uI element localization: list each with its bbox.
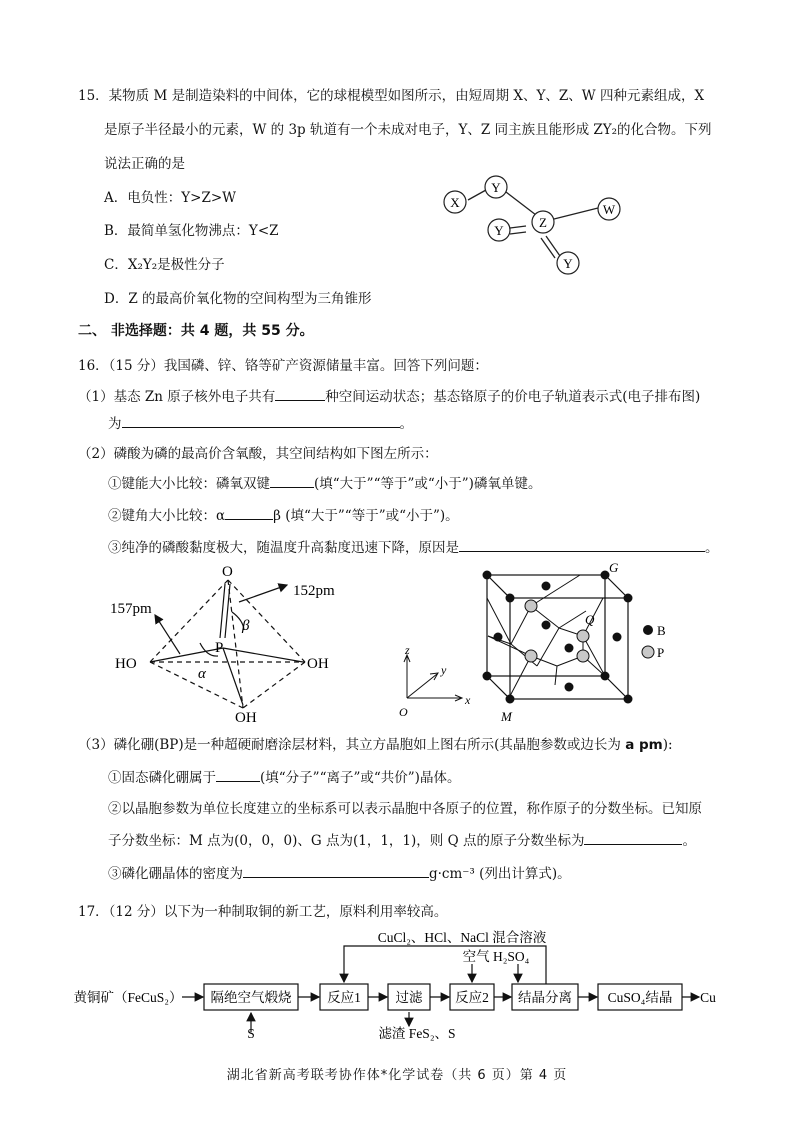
- answer-blank-6[interactable]: [216, 767, 260, 782]
- q16-head: 16．（15 分）我国磷、锌、铬等矿产资源储量丰富。回答下列问题：: [78, 358, 488, 374]
- q16-part2-3: ③纯净的磷酸黏度极大，随温度升高黏度迅速下降，原因是 。: [108, 536, 719, 556]
- q15-line3: 说法正确的是: [104, 156, 185, 172]
- q15-line1: 15．某物质 M 是制造染料的中间体，它的球棍模型如图所示，由短周期 X、Y、Z、W 四种元素组成，X: [78, 88, 705, 104]
- page-footer: 湖北省新高考联考协作体*化学试卷（共 6 页）第 4 页: [226, 1068, 568, 1083]
- section-heading: 二、 非选择题：共 4 题，共 55 分。: [78, 323, 314, 339]
- label-x: X: [450, 195, 460, 210]
- atom-m: [506, 695, 515, 704]
- flow-step-calcine: 隔绝空气煅烧: [210, 990, 292, 1005]
- label-y-top: Y: [491, 180, 501, 195]
- flow-step-filter: 过滤: [395, 990, 423, 1005]
- group-oh-bottom: OH: [235, 710, 257, 725]
- label-w: W: [602, 202, 616, 217]
- copper-process-flowchart: [74, 926, 718, 1042]
- answer-blank-8[interactable]: [243, 863, 429, 878]
- legend-b-label: B: [657, 623, 666, 638]
- q15-option-b: B．最简单氢化物沸点：Y<Z: [104, 223, 279, 239]
- q16-part2-1: ①键能大小比较：磷氧双键 (填“大于”“等于”或“小于”)磷氧单键。: [108, 472, 541, 492]
- flow-recycle-solution: CuCl₂、HCl、NaCl 混合溶液: [377, 930, 547, 945]
- q15-option-a: A．电负性：Y>Z>W: [104, 190, 237, 206]
- flow-step-cuso4: CuSO₄结晶: [607, 990, 673, 1005]
- legend-p-label: P: [657, 645, 665, 660]
- bp-unit-cell-figure: [395, 558, 695, 726]
- legend-b-marker: [643, 625, 653, 635]
- flow-step-crystallize: 结晶分离: [518, 990, 572, 1005]
- label-y-bottom: Y: [563, 256, 573, 271]
- origin-label: O: [399, 705, 408, 719]
- q16-part3: （3）磷化硼(BP)是一种超硬耐磨涂层材料，其立方晶胞如上图右所示(其晶胞参数或边长为 a pm):: [78, 737, 673, 753]
- group-ho-left: HO: [115, 656, 137, 672]
- q16-part3-2-line1: ②以晶胞参数为单位长度建立的坐标系可以表示晶胞中各原子的位置，称作原子的分数坐标。已知原: [108, 801, 702, 817]
- label-y-left: Y: [494, 223, 504, 238]
- flow-step-reaction1: 反应1: [327, 990, 361, 1005]
- q15-option-c: C．X₂Y₂是极性分子: [104, 257, 225, 273]
- answer-blank-5[interactable]: [459, 537, 705, 552]
- angle-alpha: α: [198, 666, 206, 682]
- q17-head: 17．（12 分）以下为一种制取铜的新工艺，原料利用率较高。: [78, 904, 448, 920]
- atom-o-top: O: [222, 564, 233, 580]
- q16-part2-2: ②键角大小比较：α β (填“大于”“等于”或“小于”)。: [108, 504, 459, 524]
- flow-start-material: 黄铜矿（FeCuS₂）: [74, 990, 183, 1005]
- group-oh-right: OH: [307, 656, 329, 672]
- flow-end-product: Cu: [700, 990, 716, 1005]
- label-q: Q: [585, 612, 595, 627]
- legend-p-marker: [642, 646, 654, 658]
- q16-part3-3: ③磷化硼晶体的密度为 g·cm⁻³ (列出计算式)。: [108, 862, 571, 882]
- axis-z-label: z: [405, 643, 410, 657]
- ball-stick-model: [430, 170, 630, 280]
- angle-beta: β: [242, 618, 250, 634]
- flow-step-reaction2: 反应2: [455, 990, 489, 1005]
- answer-blank-7[interactable]: [584, 830, 682, 845]
- label-g: G: [609, 560, 619, 575]
- flow-inputs: 空气 H₂SO₄: [462, 949, 530, 964]
- q15-line2: 是原子半径最小的元素，W 的 3p 轨道有一个未成对电子，Y、Z 同主族且能形成 ZY₂的化合物。下列: [104, 122, 712, 138]
- q16-part1-line2: 为 。: [108, 412, 413, 432]
- q16-part2: （2）磷酸为磷的最高价含氧酸，其空间结构如下图左所示：: [78, 446, 438, 462]
- flow-filter-residue: 滤渣 FeS₂、S: [378, 1026, 456, 1041]
- axis-x-label: x: [465, 693, 471, 707]
- q16-part1-line1: （1）基态 Zn 原子核外电子共有 种空间运动状态；基态铬原子的价电子轨道表示式(电子排布图): [78, 385, 700, 405]
- phosphoric-acid-figure: [105, 560, 370, 725]
- answer-blank-3[interactable]: [270, 473, 314, 488]
- atom-p: P: [215, 640, 224, 656]
- label-z: Z: [539, 215, 547, 230]
- bond-length-157: 157pm: [110, 601, 152, 617]
- answer-blank-2[interactable]: [122, 413, 400, 428]
- atom-q: [577, 630, 589, 642]
- answer-blank-1[interactable]: [275, 386, 325, 401]
- q16-part3-1: ①固态磷化硼属于 (填“分子”“离子”或“共价”)晶体。: [108, 766, 460, 786]
- bond-length-152: 152pm: [293, 583, 335, 599]
- flow-sulfur-byproduct: S: [247, 1026, 255, 1041]
- q15-option-d: D．Z 的最高价氧化物的空间构型为三角锥形: [104, 291, 372, 307]
- label-m: M: [501, 709, 512, 724]
- q16-part3-2-line2: 子分数坐标：M 点为(0，0，0)、G 点为(1，1，1)，则 Q 点的原子分数坐标为 。: [108, 829, 696, 849]
- answer-blank-4[interactable]: [225, 505, 273, 520]
- axis-y-label: y: [441, 663, 447, 677]
